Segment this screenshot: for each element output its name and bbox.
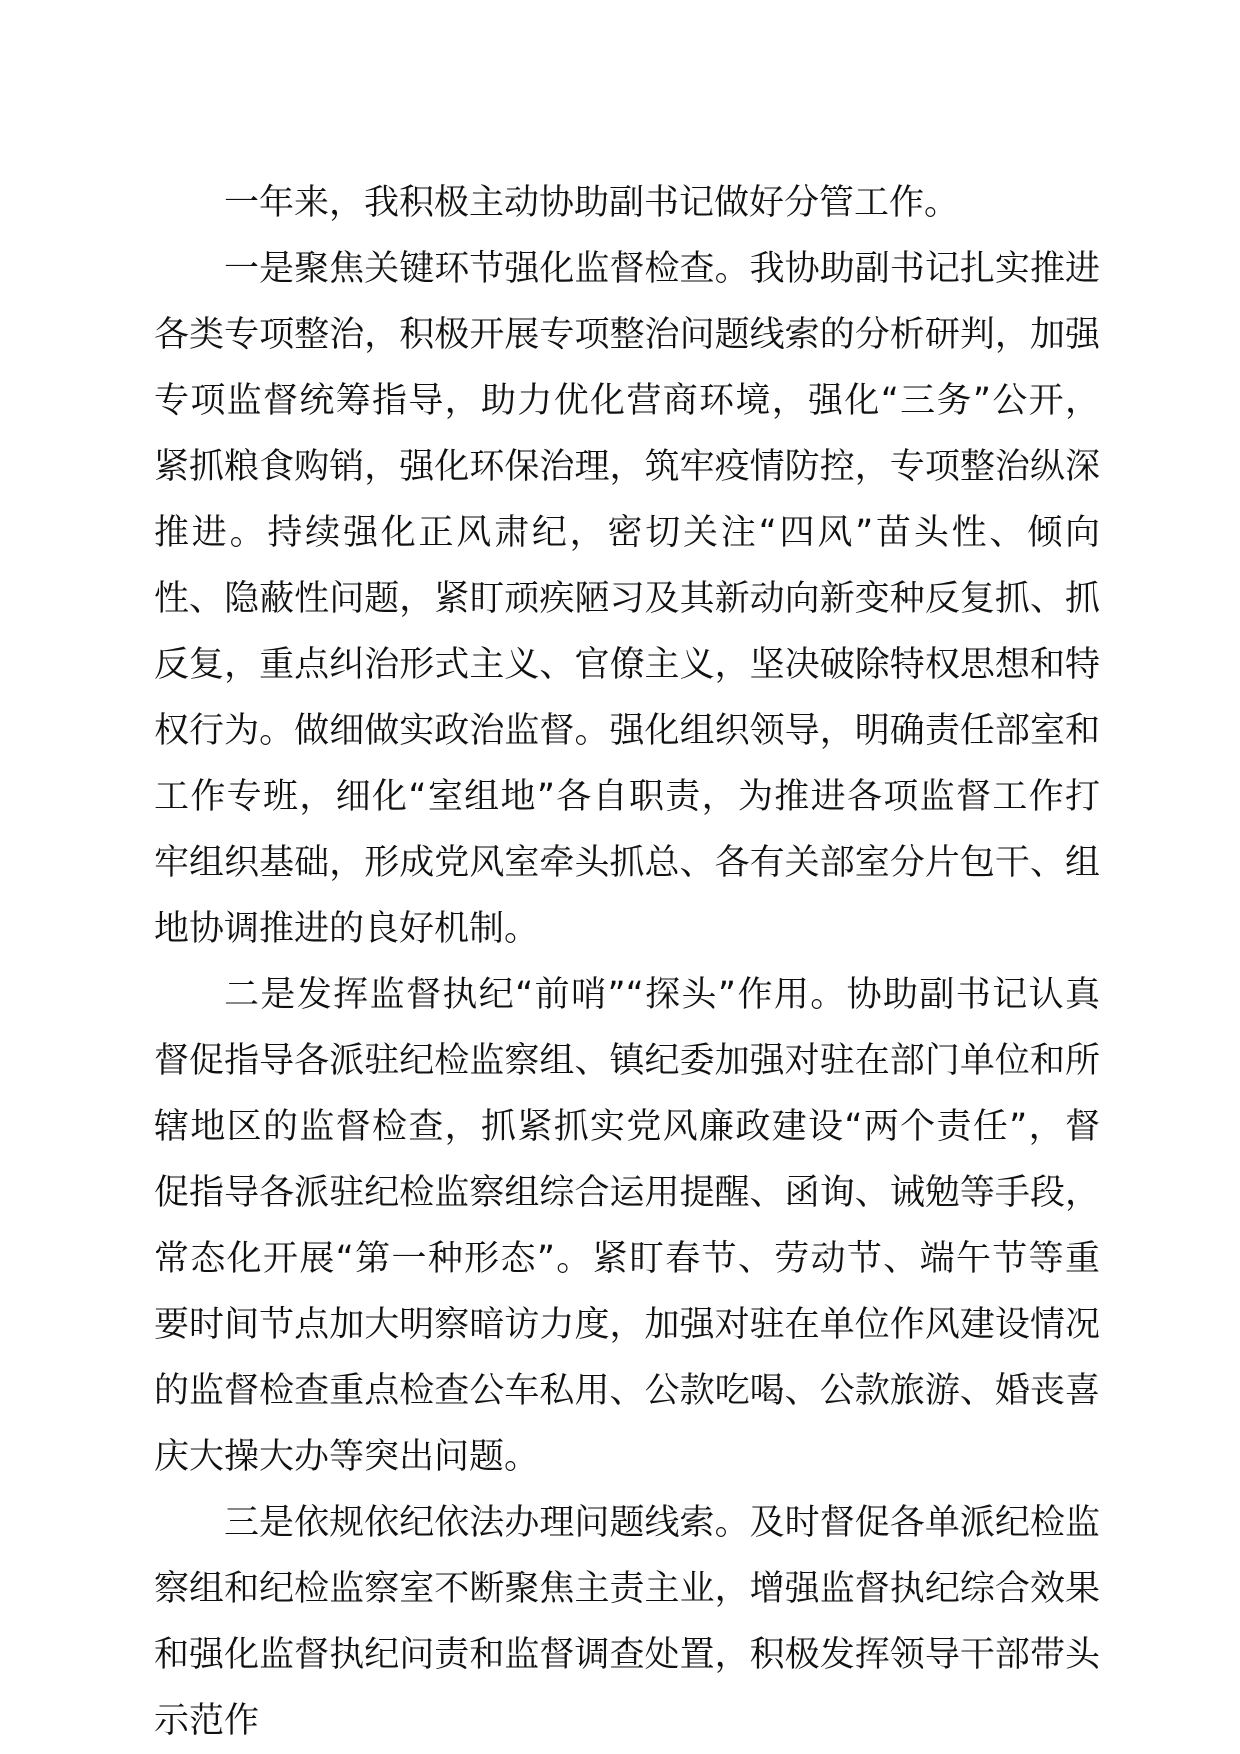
paragraph-intro: 一年来，我积极主动协助副书记做好分管工作。	[224, 183, 960, 223]
paragraph-outpost-probe: 二是发挥监督执纪“前哨”“探头”作用。协助副书记认真督促指导各派驻纪检监察组、镇纪委加强对驻在部门单位和所辖地区的监督检查，抓紧抓实党风廉政建设“两个责任”，督促指导各派驻纪检监察组综合运用提醒、函询、诫勉等手段，常态化开展“第一种形态”。紧盯春节、劳动节、端午节等重要时间节点加大明察暗访力度，加强对驻在单位作风建设情况的监督检查重点检查公车私用、公款吃喝、公款旅游、婚丧喜庆大操大办等突出问题。	[154, 975, 1100, 1477]
paragraph-case-handling: 三是依规依纪依法办理问题线索。及时督促各单派纪检监察组和纪检监察室不断聚焦主责主业，增强监督执纪综合效果和强化监督执纪问责和监督调查处置，积极发挥领导干部带头示范作	[154, 1503, 1100, 1741]
paragraph-supervision-inspection: 一是聚焦关键环节强化监督检查。我协助副书记扎实推进各类专项整治，积极开展专项整治问题线索的分析研判，加强专项监督统筹指导，助力优化营商环境，强化“三务”公开，紧抓粮食购销，强化环保治理，筑牢疫情防控，专项整治纵深推进。持续强化正风肃纪，密切关注“四风”苗头性、倾向性、隐蔽性问题，紧盯顽疾陋习及其新动向新变种反复抓、抓反复，重点纠治形式主义、官僚主义，坚决破除特权思想和特权行为。做细做实政治监督。强化组织领导，明确责任部室和工作专班，细化“室组地”各自职责，为推进各项监督工作打牢组织基础，形成党风室牵头抓总、各有关部室分片包干、组地协调推进的良好机制。	[154, 249, 1100, 949]
document-body	[154, 170, 1100, 1754]
